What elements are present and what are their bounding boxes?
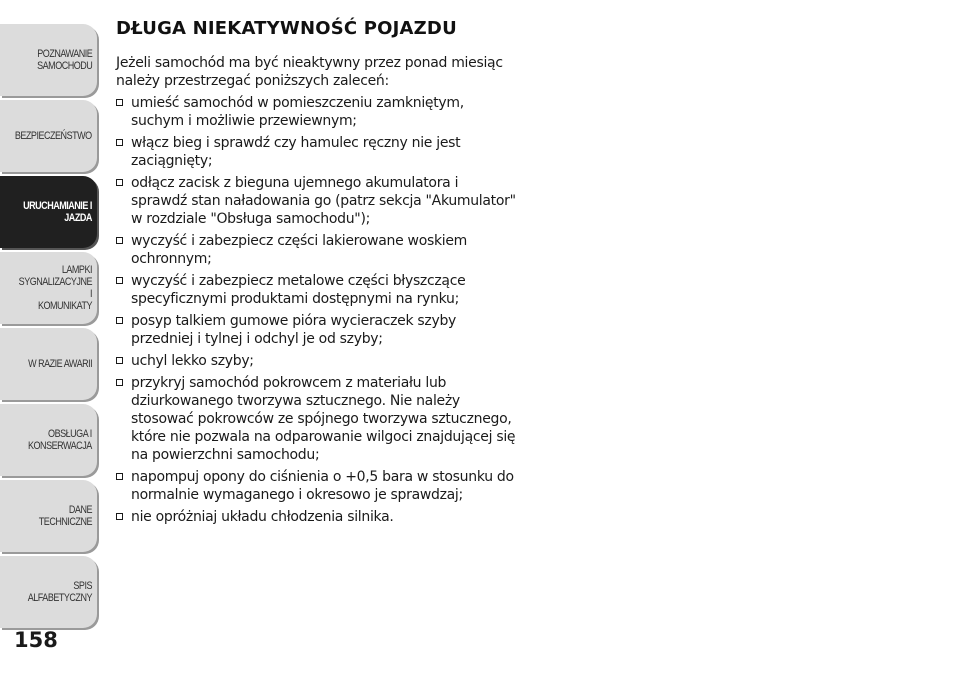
tab-w-razie-awarii[interactable] xyxy=(0,328,97,400)
checkbox-bullet-icon xyxy=(116,317,123,324)
tab-label: URUCHAMIANIE I JAZDA xyxy=(23,200,92,224)
list-item-text: uchyl lekko szyby; xyxy=(131,353,254,369)
tab-label: DANE TECHNICZNE xyxy=(38,504,92,528)
list-item xyxy=(116,508,516,526)
tab-bezpieczenstwo[interactable] xyxy=(0,100,97,172)
checkbox-bullet-icon xyxy=(116,277,123,284)
list-item xyxy=(116,232,516,268)
checkbox-bullet-icon xyxy=(116,473,123,480)
section-intro: Jeżeli samochód ma być nieaktywny przez ponad miesiąc należy przestrzegać poniższych zaleceń: xyxy=(116,55,503,89)
main-content xyxy=(116,18,516,530)
list-item xyxy=(116,352,516,370)
list-item-text: umieść samochód w pomieszczeniu zamkniętym, suchym i możliwie przewiewnym; xyxy=(131,95,464,129)
tab-label: POZNAWANIE SAMOCHODU xyxy=(36,48,92,72)
list-item xyxy=(116,174,516,228)
page-number: 158 xyxy=(14,628,58,652)
tab-poznawanie-samochodu[interactable] xyxy=(0,24,97,96)
tab-obsluga-i-konserwacja[interactable] xyxy=(0,404,97,476)
tab-label: W RAZIE AWARII xyxy=(27,358,92,370)
tab-label: LAMPKI SYGNALIZACYJNE I KOMUNIKATY xyxy=(18,264,92,312)
checkbox-bullet-icon xyxy=(116,99,123,106)
list-item-text: odłącz zacisk z bieguna ujemnego akumulatora i sprawdź stan naładowania go (patrz sekcja "Akumulator" w rozdziale "Obsługa samochodu"); xyxy=(131,175,516,227)
list-item-text: napompuj opony do ciśnienia o +0,5 bara w stosunku do normalnie wymaganego i okresowo je sprawdzaj; xyxy=(131,469,514,503)
checkbox-bullet-icon xyxy=(116,357,123,364)
list-item-text: włącz bieg i sprawdź czy hamulec ręczny nie jest zaciągnięty; xyxy=(131,135,461,169)
list-item xyxy=(116,94,516,130)
list-item-text: wyczyść i zabezpiecz metalowe części błyszczące specyficznymi produktami dostępnymi na rynku; xyxy=(131,273,466,307)
checkbox-bullet-icon xyxy=(116,513,123,520)
tab-uruchamianie-i-jazda[interactable] xyxy=(0,176,97,248)
tab-spis-alfabetyczny[interactable] xyxy=(0,556,97,628)
checkbox-bullet-icon xyxy=(116,379,123,386)
list-item-text: posyp talkiem gumowe pióra wycieraczek szyby przedniej i tylnej i odchyl je od szyby; xyxy=(131,313,457,347)
list-item-text: przykryj samochód pokrowcem z materiału lub dziurkowanego tworzywa sztucznego. Nie należy stosować pokrowców ze spójnego tworzywa sztucznego, które nie pozwala na odparowanie wilgoci znajdującej się na powierzchni samochodu; xyxy=(131,375,516,463)
tab-label: BEZPIECZEŃSTWO xyxy=(15,130,92,142)
list-item xyxy=(116,134,516,170)
list-item xyxy=(116,374,516,464)
list-item xyxy=(116,272,516,308)
list-item xyxy=(116,468,516,504)
list-item xyxy=(116,312,516,348)
tab-dane-techniczne[interactable] xyxy=(0,480,97,552)
tab-label: OBSŁUGA I KONSERWACJA xyxy=(28,428,92,452)
list-item-text: wyczyść i zabezpiecz części lakierowane woskiem ochronnym; xyxy=(131,233,468,267)
checkbox-bullet-icon xyxy=(116,237,123,244)
section-title: DŁUGA NIEKATYWNOŚĆ POJAZDU xyxy=(116,18,457,39)
tab-label: SPIS ALFABETYCZNY xyxy=(27,580,93,604)
list-item-text: nie opróżniaj układu chłodzenia silnika. xyxy=(131,509,394,525)
checkbox-bullet-icon xyxy=(116,179,123,186)
checkbox-bullet-icon xyxy=(116,139,123,146)
tab-lampki-sygnalizacyjne[interactable] xyxy=(0,252,97,324)
recommendation-list xyxy=(116,94,516,526)
